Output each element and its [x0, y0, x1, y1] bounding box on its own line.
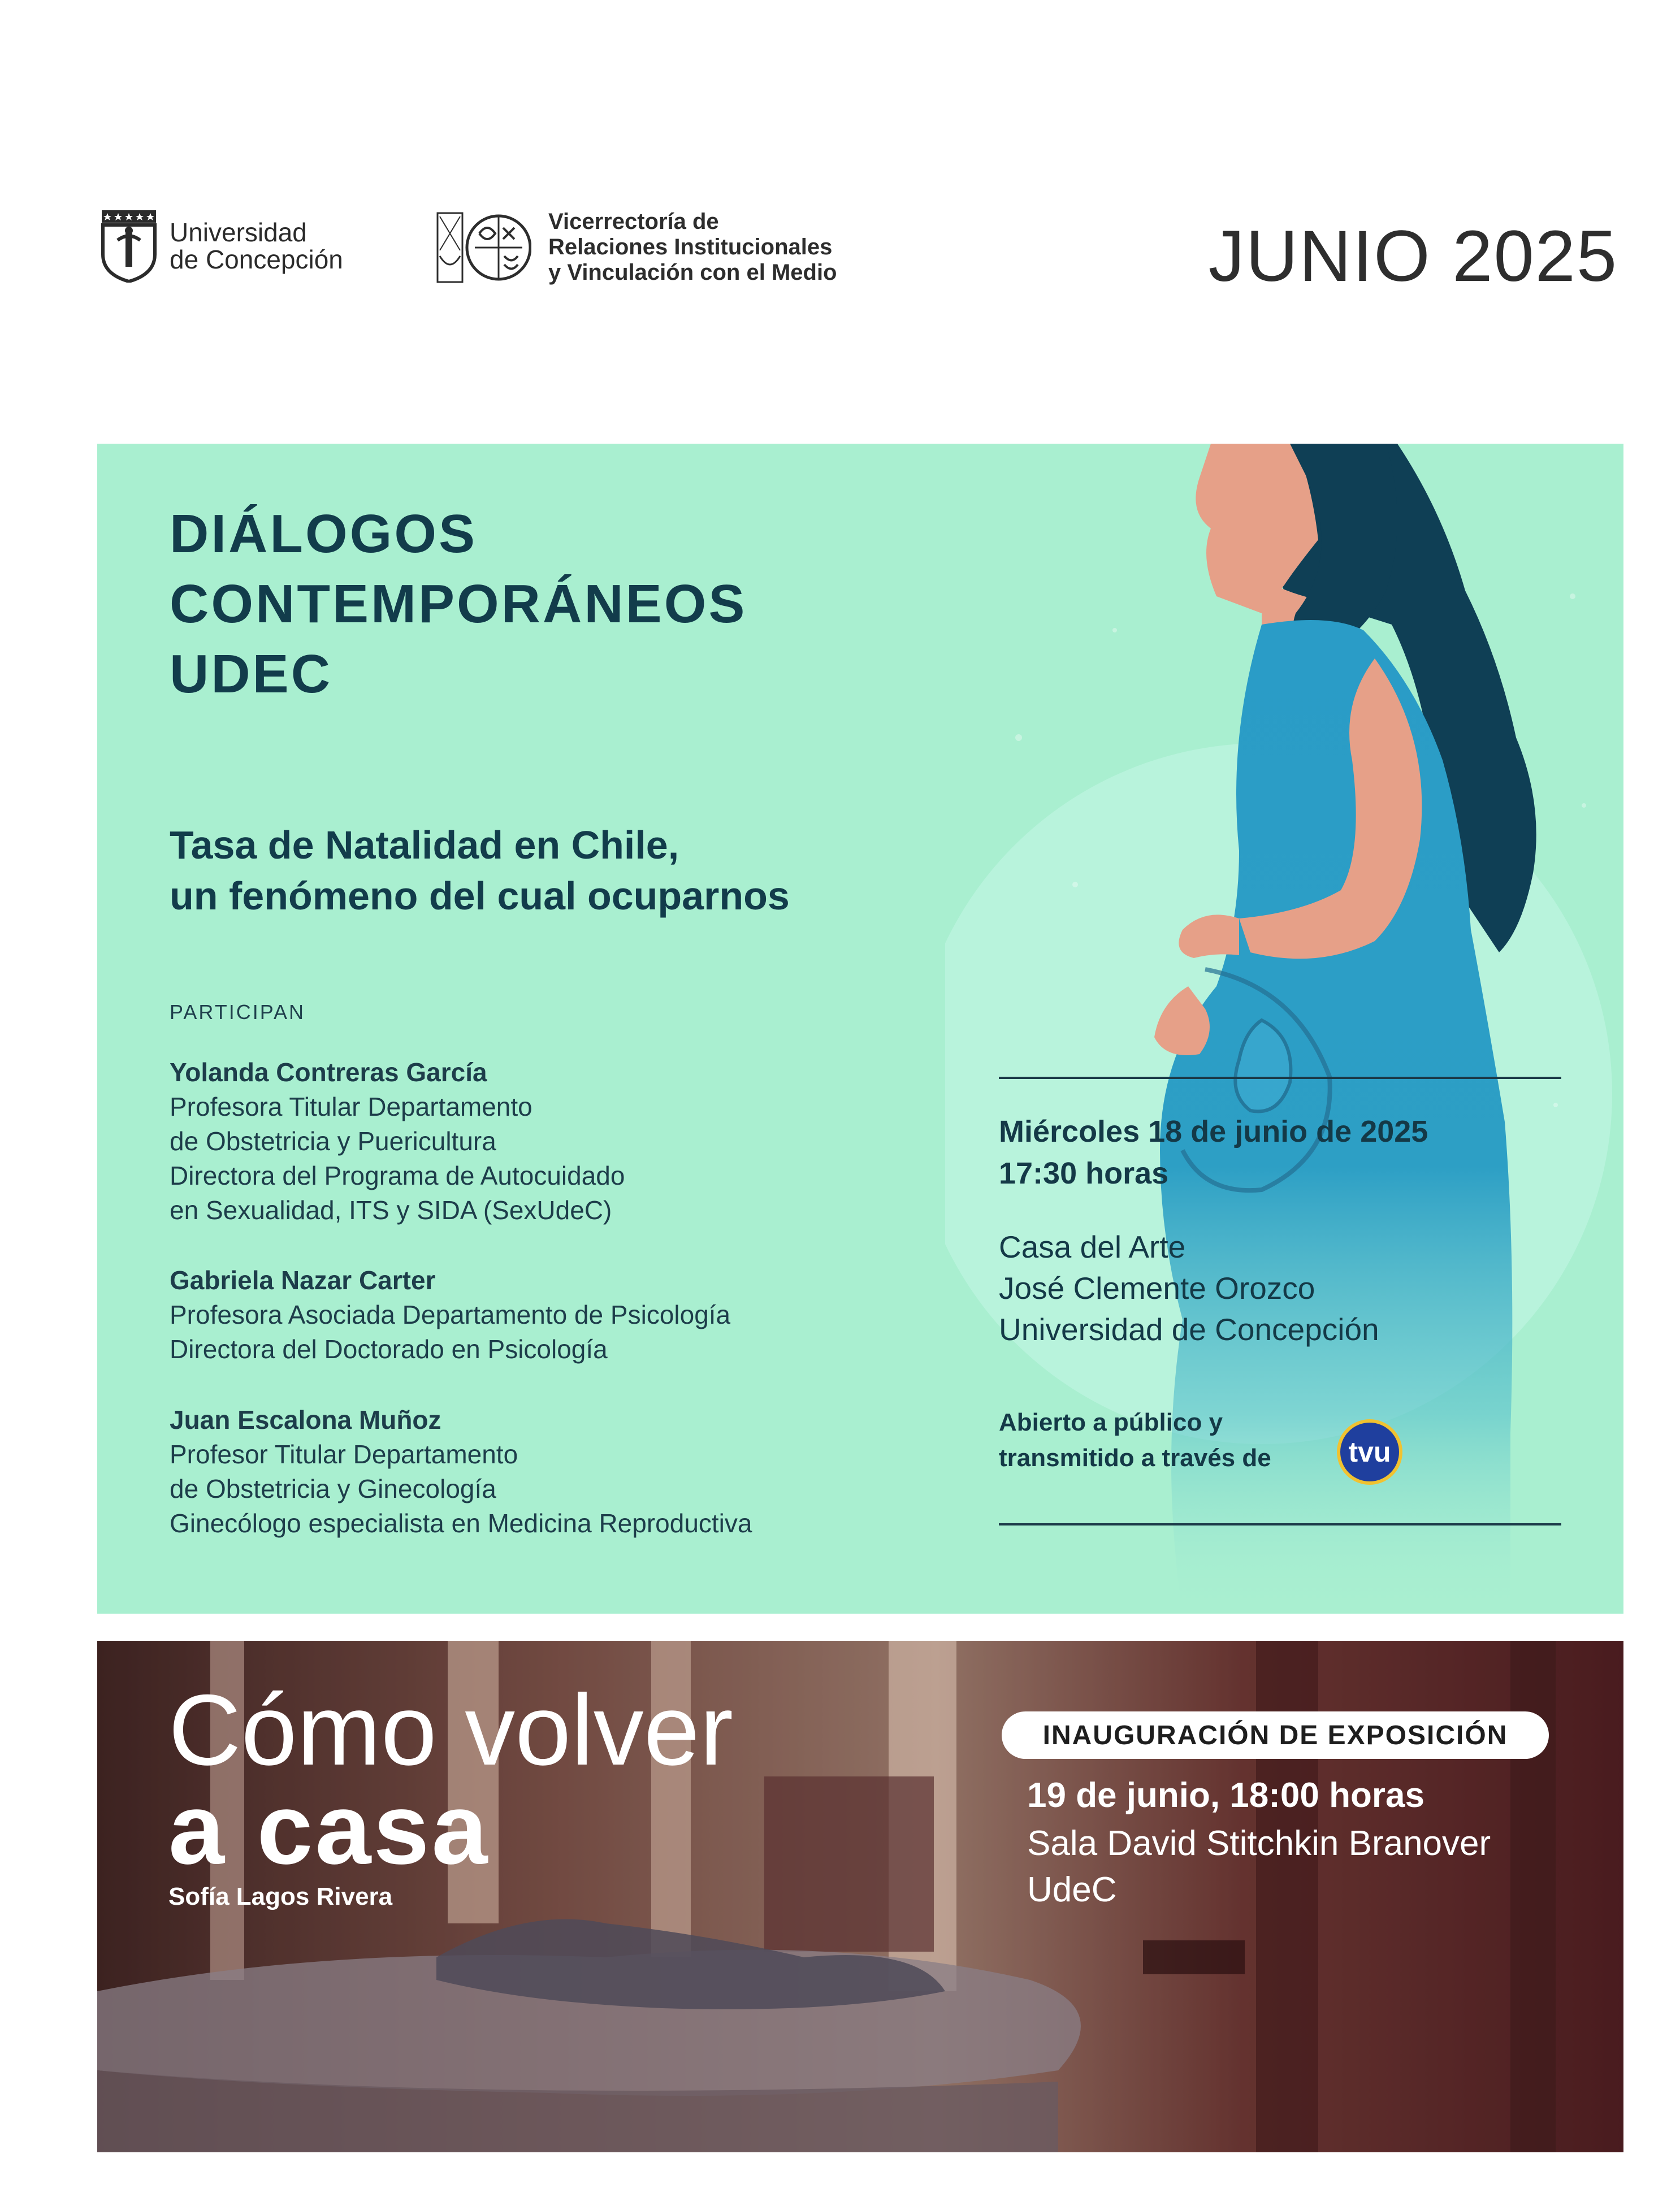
tvu-logo-icon: tvu: [1337, 1419, 1402, 1485]
exhibition-venue-line2: UdeC: [1027, 1870, 1117, 1909]
vri-line1: Vicerrectoría de: [548, 209, 719, 234]
event-subtitle: [170, 820, 790, 921]
page-header: [0, 0, 1680, 396]
event-date-line: Miércoles 18 de junio de 2025: [999, 1115, 1428, 1148]
broadcast-line1: Abierto a público y: [999, 1408, 1223, 1436]
title-line1: DIÁLOGOS: [170, 504, 478, 564]
participant-role: Directora del Doctorado en Psicología: [170, 1334, 608, 1364]
udec-logo: [101, 209, 343, 283]
event-time-line: 17:30 horas: [999, 1156, 1169, 1190]
exhibition-venue-line1: Sala David Stitchkin Branover: [1027, 1824, 1491, 1863]
subtitle-line1: Tasa de Natalidad en Chile,: [170, 823, 679, 867]
udec-shield-icon: [101, 209, 157, 283]
exhibition-title-line2: a casa: [168, 1772, 490, 1885]
event-title: [170, 499, 747, 709]
exhibition-venue: [1027, 1821, 1491, 1913]
exhibition-title: [168, 1674, 734, 1885]
title-line2: CONTEMPORÁNEOS: [170, 574, 747, 634]
exhibition-date: 19 de junio, 18:00 horas: [1027, 1776, 1424, 1815]
broadcast-line2: transmitido a través de: [999, 1444, 1271, 1472]
participant-role: Directora del Programa de Autocuidado: [170, 1161, 625, 1190]
broadcast-info: [999, 1405, 1271, 1476]
divider-top: [999, 1077, 1561, 1079]
event-datetime: [999, 1111, 1428, 1194]
vri-line2: Relaciones Institucionales: [548, 235, 833, 259]
participant-name: Yolanda Contreras García: [170, 1058, 487, 1087]
venue-line1: Casa del Arte: [999, 1229, 1186, 1264]
participant-name: Juan Escalona Muñoz: [170, 1405, 441, 1434]
participant-role: Ginecólogo especialista en Medicina Reproductiva: [170, 1509, 752, 1538]
venue-line2: José Clemente Orozco: [999, 1271, 1315, 1306]
participant-3: [170, 1403, 752, 1541]
participant-role: Profesora Asociada Departamento de Psicología: [170, 1300, 731, 1329]
vri-logo: [435, 209, 837, 285]
udec-name-line1: Universidad: [170, 218, 307, 247]
participant-role: de Obstetricia y Ginecología: [170, 1474, 496, 1503]
participant-name: Gabriela Nazar Carter: [170, 1265, 436, 1295]
vri-name: [548, 209, 837, 285]
participant-role: de Obstetricia y Puericultura: [170, 1126, 496, 1156]
participants-label: PARTICIPAN: [170, 1000, 306, 1024]
participant-2: [170, 1263, 730, 1367]
participant-role: Profesora Titular Departamento: [170, 1092, 532, 1121]
participant-role: en Sexualidad, ITS y SIDA (SexUdeC): [170, 1195, 612, 1225]
artist-name: Sofía Lagos Rivera: [168, 1883, 393, 1910]
subtitle-line2: un fenómeno del cual ocuparnos: [170, 874, 790, 918]
divider-bottom: [999, 1523, 1561, 1525]
exhibition-title-line1: Cómo volver: [168, 1674, 734, 1786]
issue-date: JUNIO 2025: [1208, 216, 1618, 297]
participant-1: [170, 1055, 625, 1228]
udec-name: [170, 219, 343, 273]
udec-name-line2: de Concepción: [170, 245, 343, 274]
event-card-dialogos: [97, 444, 1623, 1614]
title-line3: UDEC: [170, 644, 333, 704]
vri-line3: y Vinculación con el Medio: [548, 260, 837, 285]
event-venue: [999, 1226, 1379, 1350]
vri-emblem-icon: [435, 211, 531, 284]
event-card-exposicion: [97, 1641, 1623, 2152]
venue-line3: Universidad de Concepción: [999, 1312, 1379, 1347]
exhibition-badge: INAUGURACIÓN DE EXPOSICIÓN: [1002, 1711, 1549, 1759]
participant-role: Profesor Titular Departamento: [170, 1440, 518, 1469]
